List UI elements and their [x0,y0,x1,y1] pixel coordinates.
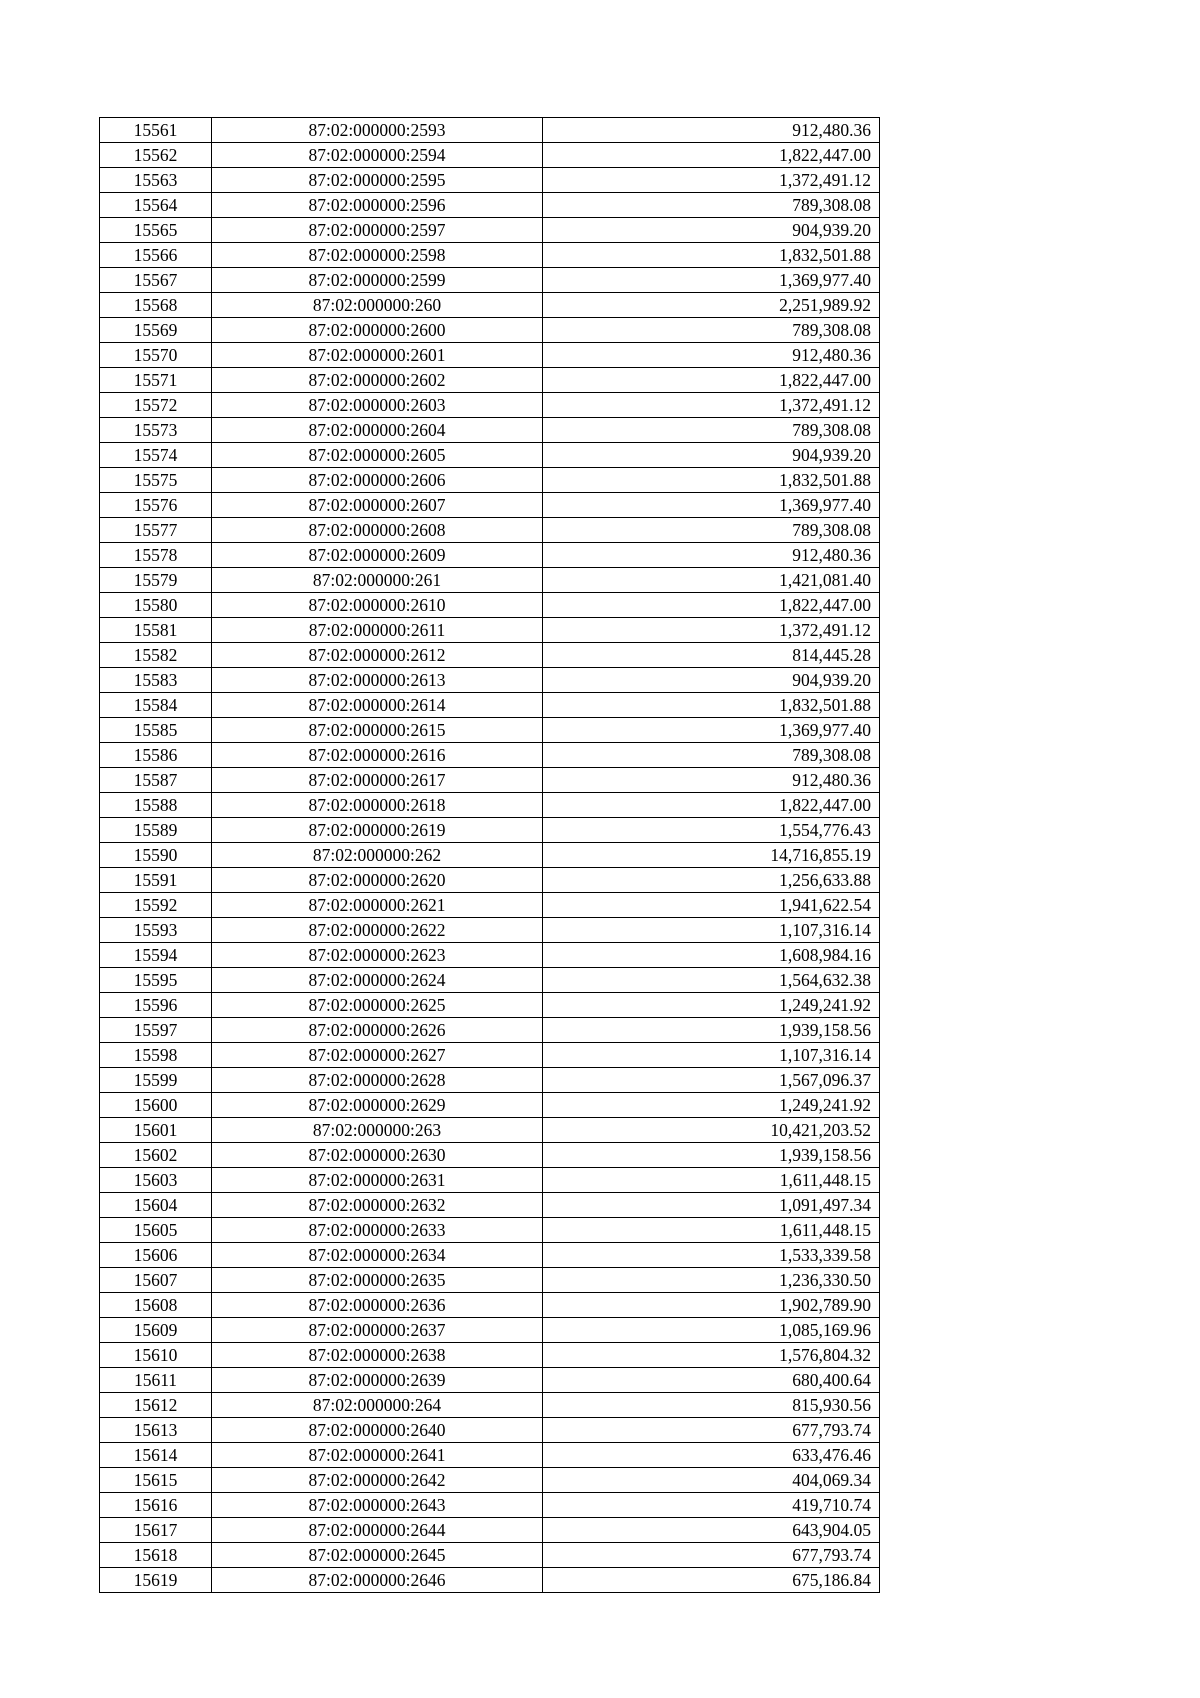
cadastral-number-cell: 87:02:000000:2635 [212,1268,543,1293]
table-row [100,1493,880,1518]
table-row [100,268,880,293]
cadastral-value-cell: 680,400.64 [543,1368,880,1393]
cadastral-number-cell: 87:02:000000:2603 [212,393,543,418]
cadastral-number-cell: 87:02:000000:2623 [212,943,543,968]
table-row [100,1093,880,1118]
cadastral-number-cell: 87:02:000000:2629 [212,1093,543,1118]
cadastral-number-cell: 87:02:000000:2631 [212,1168,543,1193]
table-row [100,718,880,743]
cadastral-number-cell: 87:02:000000:2630 [212,1143,543,1168]
cadastral-value-cell: 1,249,241.92 [543,1093,880,1118]
table-row [100,1393,880,1418]
row-number-cell: 15564 [100,193,212,218]
cadastral-value-cell: 814,445.28 [543,643,880,668]
table-row [100,1243,880,1268]
row-number-cell: 15571 [100,368,212,393]
table-row [100,968,880,993]
table-row [100,893,880,918]
cadastral-value-cell: 1,369,977.40 [543,268,880,293]
table-row [100,443,880,468]
cadastral-value-cell: 1,249,241.92 [543,993,880,1018]
row-number-cell: 15604 [100,1193,212,1218]
cadastral-value-cell: 1,236,330.50 [543,1268,880,1293]
cadastral-number-cell: 87:02:000000:261 [212,568,543,593]
cadastral-value-cell: 404,069.34 [543,1468,880,1493]
cadastral-number-cell: 87:02:000000:2618 [212,793,543,818]
row-number-cell: 15584 [100,693,212,718]
table-row [100,1443,880,1468]
row-number-cell: 15608 [100,1293,212,1318]
row-number-cell: 15613 [100,1418,212,1443]
row-number-cell: 15606 [100,1243,212,1268]
cadastral-number-cell: 87:02:000000:2595 [212,168,543,193]
cadastral-value-cell: 912,480.36 [543,543,880,568]
cadastral-number-cell: 87:02:000000:2593 [212,118,543,143]
table-row [100,668,880,693]
row-number-cell: 15581 [100,618,212,643]
row-number-cell: 15594 [100,943,212,968]
row-number-cell: 15573 [100,418,212,443]
cadastral-value-cell: 789,308.08 [543,418,880,443]
cadastral-number-cell: 87:02:000000:2599 [212,268,543,293]
cadastral-value-cell: 789,308.08 [543,193,880,218]
table-row [100,393,880,418]
table-row [100,468,880,493]
cadastral-value-cell: 912,480.36 [543,768,880,793]
cadastral-value-cell: 1,902,789.90 [543,1293,880,1318]
cadastral-value-cell: 1,372,491.12 [543,393,880,418]
table-row [100,1518,880,1543]
cadastral-value-cell: 904,939.20 [543,218,880,243]
row-number-cell: 15590 [100,843,212,868]
row-number-cell: 15603 [100,1168,212,1193]
cadastral-number-cell: 87:02:000000:2602 [212,368,543,393]
cadastral-value-cell: 1,107,316.14 [543,1043,880,1068]
row-number-cell: 15587 [100,768,212,793]
cadastral-number-cell: 87:02:000000:2622 [212,918,543,943]
row-number-cell: 15618 [100,1543,212,1568]
row-number-cell: 15577 [100,518,212,543]
row-number-cell: 15570 [100,343,212,368]
cadastral-value-cell: 1,091,497.34 [543,1193,880,1218]
cadastral-value-cell: 1,369,977.40 [543,718,880,743]
row-number-cell: 15600 [100,1093,212,1118]
cadastral-value-cell: 1,107,316.14 [543,918,880,943]
row-number-cell: 15588 [100,793,212,818]
table-row [100,1343,880,1368]
cadastral-number-cell: 87:02:000000:2626 [212,1018,543,1043]
row-number-cell: 15565 [100,218,212,243]
cadastral-number-cell: 87:02:000000:2614 [212,693,543,718]
cadastral-value-cell: 1,611,448.15 [543,1168,880,1193]
row-number-cell: 15607 [100,1268,212,1293]
cadastral-number-cell: 87:02:000000:2606 [212,468,543,493]
cadastral-number-cell: 87:02:000000:2642 [212,1468,543,1493]
row-number-cell: 15611 [100,1368,212,1393]
cadastral-value-cell: 815,930.56 [543,1393,880,1418]
table-row [100,1193,880,1218]
table-row [100,793,880,818]
row-number-cell: 15601 [100,1118,212,1143]
cadastral-value-cell: 1,256,633.88 [543,868,880,893]
cadastral-number-cell: 87:02:000000:2598 [212,243,543,268]
cadastral-value-cell: 789,308.08 [543,518,880,543]
cadastral-value-cell: 675,186.84 [543,1568,880,1593]
cadastral-number-cell: 87:02:000000:2637 [212,1318,543,1343]
table-body [100,118,880,1593]
cadastral-number-cell: 87:02:000000:2627 [212,1043,543,1068]
cadastral-value-cell: 419,710.74 [543,1493,880,1518]
row-number-cell: 15591 [100,868,212,893]
row-number-cell: 15599 [100,1068,212,1093]
table-row [100,118,880,143]
row-number-cell: 15605 [100,1218,212,1243]
cadastral-value-cell: 14,716,855.19 [543,843,880,868]
table-row [100,543,880,568]
row-number-cell: 15574 [100,443,212,468]
cadastral-number-cell: 87:02:000000:2644 [212,1518,543,1543]
table-row [100,643,880,668]
table-row [100,1218,880,1243]
cadastral-number-cell: 87:02:000000:2645 [212,1543,543,1568]
cadastral-value-cell: 1,822,447.00 [543,593,880,618]
cadastral-number-cell: 87:02:000000:2628 [212,1068,543,1093]
cadastral-number-cell: 87:02:000000:2643 [212,1493,543,1518]
cadastral-value-table [99,117,880,1593]
cadastral-number-cell: 87:02:000000:2604 [212,418,543,443]
row-number-cell: 15614 [100,1443,212,1468]
table-row [100,1318,880,1343]
table-row [100,843,880,868]
cadastral-number-cell: 87:02:000000:2597 [212,218,543,243]
cadastral-number-cell: 87:02:000000:2639 [212,1368,543,1393]
cadastral-value-cell: 1,533,339.58 [543,1243,880,1268]
row-number-cell: 15598 [100,1043,212,1068]
cadastral-number-cell: 87:02:000000:2633 [212,1218,543,1243]
table-row [100,618,880,643]
row-number-cell: 15592 [100,893,212,918]
row-number-cell: 15609 [100,1318,212,1343]
cadastral-number-cell: 87:02:000000:2620 [212,868,543,893]
cadastral-number-cell: 87:02:000000:2613 [212,668,543,693]
table-row [100,193,880,218]
row-number-cell: 15579 [100,568,212,593]
cadastral-value-cell: 1,554,776.43 [543,818,880,843]
row-number-cell: 15580 [100,593,212,618]
row-number-cell: 15568 [100,293,212,318]
table-row [100,143,880,168]
row-number-cell: 15569 [100,318,212,343]
row-number-cell: 15578 [100,543,212,568]
cadastral-value-cell: 1,564,632.38 [543,968,880,993]
cadastral-number-cell: 87:02:000000:2640 [212,1418,543,1443]
table-row [100,1118,880,1143]
table-row [100,1418,880,1443]
table-row [100,1143,880,1168]
cadastral-number-cell: 87:02:000000:2638 [212,1343,543,1368]
cadastral-value-cell: 1,832,501.88 [543,693,880,718]
row-number-cell: 15615 [100,1468,212,1493]
row-number-cell: 15589 [100,818,212,843]
cadastral-number-cell: 87:02:000000:2594 [212,143,543,168]
cadastral-value-cell: 1,421,081.40 [543,568,880,593]
table-row [100,818,880,843]
row-number-cell: 15566 [100,243,212,268]
table-row [100,1368,880,1393]
table-row [100,518,880,543]
cadastral-number-cell: 87:02:000000:2596 [212,193,543,218]
table-row [100,1543,880,1568]
cadastral-number-cell: 87:02:000000:263 [212,1118,543,1143]
row-number-cell: 15575 [100,468,212,493]
table-row [100,1043,880,1068]
cadastral-value-cell: 1,369,977.40 [543,493,880,518]
table-row [100,418,880,443]
table-row [100,743,880,768]
cadastral-number-cell: 87:02:000000:2641 [212,1443,543,1468]
table-row [100,168,880,193]
table-row [100,568,880,593]
cadastral-number-cell: 87:02:000000:2607 [212,493,543,518]
cadastral-value-cell: 1,822,447.00 [543,143,880,168]
cadastral-value-cell: 1,941,622.54 [543,893,880,918]
cadastral-number-cell: 87:02:000000:2636 [212,1293,543,1318]
cadastral-number-cell: 87:02:000000:2615 [212,718,543,743]
row-number-cell: 15610 [100,1343,212,1368]
cadastral-value-cell: 1,576,804.32 [543,1343,880,1368]
cadastral-value-cell: 904,939.20 [543,668,880,693]
table-row [100,593,880,618]
cadastral-number-cell: 87:02:000000:2646 [212,1568,543,1593]
row-number-cell: 15595 [100,968,212,993]
cadastral-value-cell: 1,372,491.12 [543,168,880,193]
table-row [100,693,880,718]
row-number-cell: 15585 [100,718,212,743]
cadastral-value-cell: 1,822,447.00 [543,368,880,393]
table-row [100,943,880,968]
table-row [100,343,880,368]
cadastral-number-cell: 87:02:000000:260 [212,293,543,318]
row-number-cell: 15619 [100,1568,212,1593]
cadastral-number-cell: 87:02:000000:2621 [212,893,543,918]
cadastral-value-cell: 912,480.36 [543,343,880,368]
cadastral-value-cell: 1,085,169.96 [543,1318,880,1343]
cadastral-number-cell: 87:02:000000:2608 [212,518,543,543]
cadastral-number-cell: 87:02:000000:262 [212,843,543,868]
cadastral-value-cell: 10,421,203.52 [543,1118,880,1143]
cadastral-number-cell: 87:02:000000:2610 [212,593,543,618]
cadastral-number-cell: 87:02:000000:264 [212,1393,543,1418]
cadastral-number-cell: 87:02:000000:2600 [212,318,543,343]
row-number-cell: 15561 [100,118,212,143]
cadastral-number-cell: 87:02:000000:2634 [212,1243,543,1268]
cadastral-value-cell: 1,939,158.56 [543,1143,880,1168]
cadastral-value-cell: 904,939.20 [543,443,880,468]
cadastral-value-cell: 912,480.36 [543,118,880,143]
table-row [100,1268,880,1293]
cadastral-value-cell: 1,832,501.88 [543,468,880,493]
row-number-cell: 15562 [100,143,212,168]
cadastral-number-cell: 87:02:000000:2619 [212,818,543,843]
cadastral-value-cell: 1,939,158.56 [543,1018,880,1043]
cadastral-value-cell: 789,308.08 [543,743,880,768]
cadastral-value-cell: 1,611,448.15 [543,1218,880,1243]
cadastral-number-cell: 87:02:000000:2605 [212,443,543,468]
table-row [100,1468,880,1493]
cadastral-value-cell: 1,567,096.37 [543,1068,880,1093]
table-row [100,1068,880,1093]
row-number-cell: 15602 [100,1143,212,1168]
table-row [100,218,880,243]
table-row [100,293,880,318]
table-row [100,1293,880,1318]
row-number-cell: 15586 [100,743,212,768]
cadastral-value-cell: 1,822,447.00 [543,793,880,818]
table-row [100,868,880,893]
row-number-cell: 15572 [100,393,212,418]
table-row [100,993,880,1018]
row-number-cell: 15567 [100,268,212,293]
row-number-cell: 15616 [100,1493,212,1518]
cadastral-value-cell: 677,793.74 [543,1418,880,1443]
cadastral-value-cell: 2,251,989.92 [543,293,880,318]
cadastral-value-cell: 1,832,501.88 [543,243,880,268]
row-number-cell: 15563 [100,168,212,193]
cadastral-number-cell: 87:02:000000:2601 [212,343,543,368]
table-row [100,1018,880,1043]
cadastral-value-cell: 677,793.74 [543,1543,880,1568]
cadastral-number-cell: 87:02:000000:2632 [212,1193,543,1218]
cadastral-value-cell: 789,308.08 [543,318,880,343]
row-number-cell: 15576 [100,493,212,518]
row-number-cell: 15593 [100,918,212,943]
table-row [100,918,880,943]
cadastral-number-cell: 87:02:000000:2625 [212,993,543,1018]
table-row [100,243,880,268]
cadastral-number-cell: 87:02:000000:2611 [212,618,543,643]
cadastral-number-cell: 87:02:000000:2624 [212,968,543,993]
row-number-cell: 15612 [100,1393,212,1418]
table-row [100,318,880,343]
row-number-cell: 15582 [100,643,212,668]
cadastral-value-cell: 1,372,491.12 [543,618,880,643]
cadastral-number-cell: 87:02:000000:2612 [212,643,543,668]
table-row [100,493,880,518]
cadastral-value-cell: 1,608,984.16 [543,943,880,968]
cadastral-value-cell: 643,904.05 [543,1518,880,1543]
row-number-cell: 15597 [100,1018,212,1043]
cadastral-number-cell: 87:02:000000:2617 [212,768,543,793]
cadastral-value-cell: 633,476.46 [543,1443,880,1468]
cadastral-number-cell: 87:02:000000:2609 [212,543,543,568]
cadastral-number-cell: 87:02:000000:2616 [212,743,543,768]
table-row [100,1568,880,1593]
row-number-cell: 15583 [100,668,212,693]
table-row [100,768,880,793]
row-number-cell: 15596 [100,993,212,1018]
table-row [100,1168,880,1193]
row-number-cell: 15617 [100,1518,212,1543]
table-row [100,368,880,393]
